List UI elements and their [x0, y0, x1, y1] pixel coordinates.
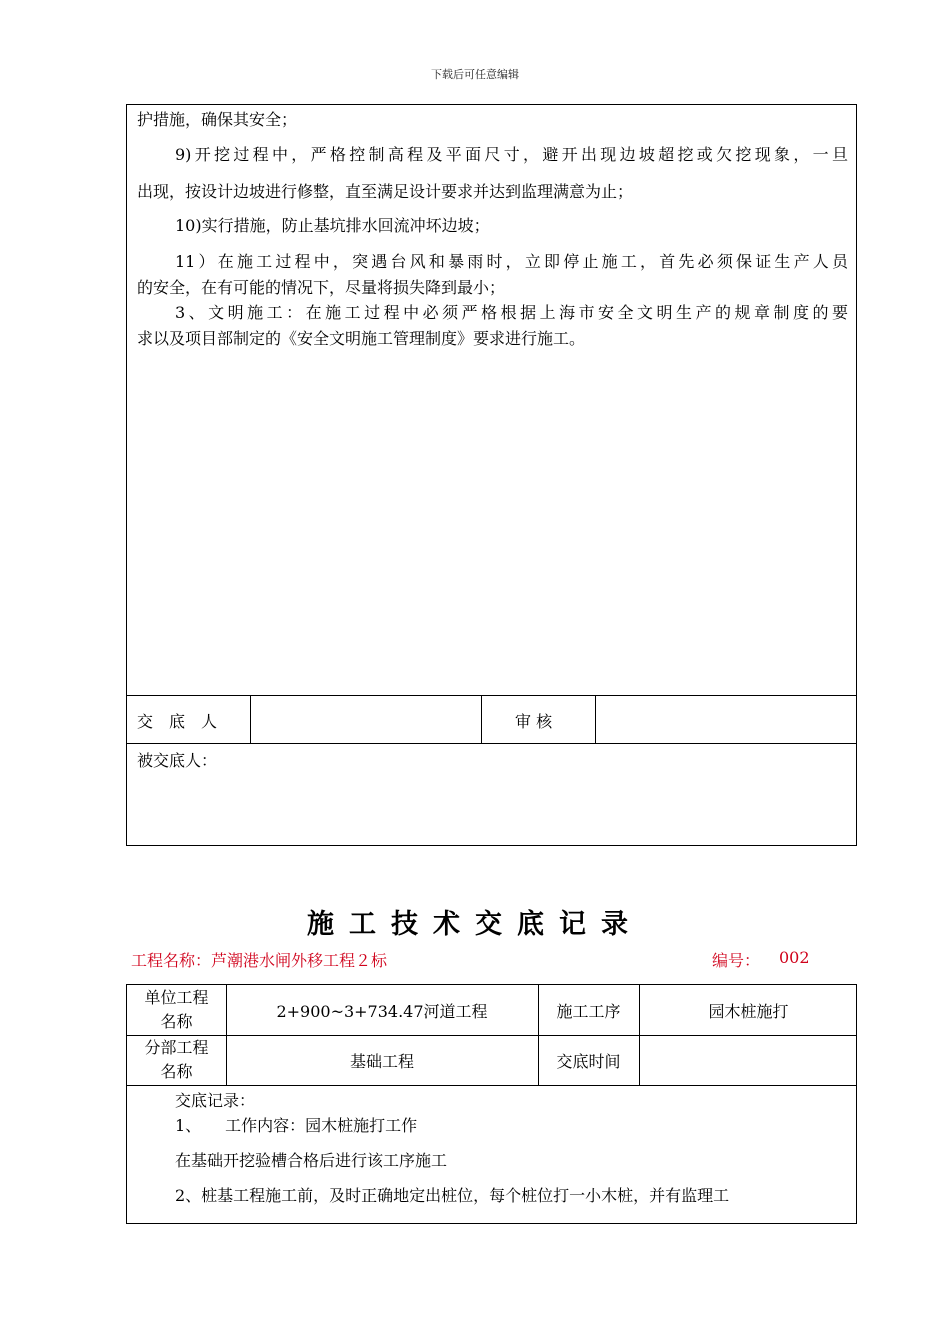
column-divider: [481, 695, 482, 743]
disclosure-record-table: [126, 984, 857, 1224]
discloser-label: 交 底 人: [137, 712, 218, 731]
row-divider: [127, 1085, 856, 1086]
disclosure-continuation-table: [126, 104, 857, 846]
unit-project-label: [127, 986, 226, 1034]
column-divider: [250, 695, 251, 743]
sub-project-value: 基础工程: [349, 1052, 414, 1071]
column-divider: [595, 695, 596, 743]
label-line: 单位工程: [144, 988, 209, 1007]
disclosure-time-label: 交底时间: [556, 1052, 621, 1071]
text-line: 9)开挖过程中，严格控制高程及平面尺寸，避开出现边坡超挖或欠挖现象，一旦: [175, 145, 848, 164]
text-line: 3、文明施工：在施工过程中必须严格根据上海市安全文明生产的规章制度的要: [175, 303, 848, 322]
text-line: 求以及项目部制定的《安全文明施工管理制度》要求进行施工。: [137, 329, 586, 348]
project-name: 工程名称：芦潮港水闸外移工程２标: [131, 951, 388, 970]
label-line: 名称: [160, 1062, 193, 1081]
text-line: 的安全，在有可能的情况下，尽量将损失降到最小；: [137, 278, 506, 297]
review-label: 审 核: [515, 712, 553, 731]
document-number: 002: [779, 948, 810, 967]
record-line: 1、 工作内容：园木桩施打工作: [175, 1116, 418, 1135]
text-line: 10)实行措施，防止基坑排水回流冲坏边坡；: [175, 216, 490, 235]
document-title: 施工技术交底记录: [307, 909, 643, 940]
text-line: 出现，按设计边坡进行修整，直至满足设计要求并达到监理满意为止；: [137, 182, 634, 201]
unit-project-value: 2+900~3+734.47河道工程: [276, 1002, 488, 1021]
record-line: 2、桩基工程施工前，及时正确地定出桩位，每个桩位打一小木桩，并有监理工: [175, 1186, 730, 1205]
document-number-label: 编号：: [712, 951, 761, 970]
label-line: 名称: [160, 1012, 193, 1031]
row-divider: [127, 1035, 856, 1036]
record-line: 在基础开挖验槽合格后进行该工序施工: [175, 1151, 448, 1170]
label-line: 分部工程: [144, 1038, 209, 1057]
sub-project-label: [127, 1036, 226, 1084]
process-label: 施工工序: [556, 1002, 621, 1021]
recipient-label: 被交底人：: [137, 751, 218, 770]
header-note: 下载后可任意编辑: [431, 68, 519, 81]
text-line: 护措施，确保其安全；: [137, 110, 298, 129]
row-divider: [127, 695, 856, 696]
record-label: 交底记录：: [175, 1091, 256, 1110]
text-line: 11）在施工过程中，突遇台风和暴雨时，立即停止施工，首先必须保证生产人员: [175, 252, 848, 271]
row-divider: [127, 743, 856, 744]
process-value: 园木桩施打: [708, 1002, 789, 1021]
